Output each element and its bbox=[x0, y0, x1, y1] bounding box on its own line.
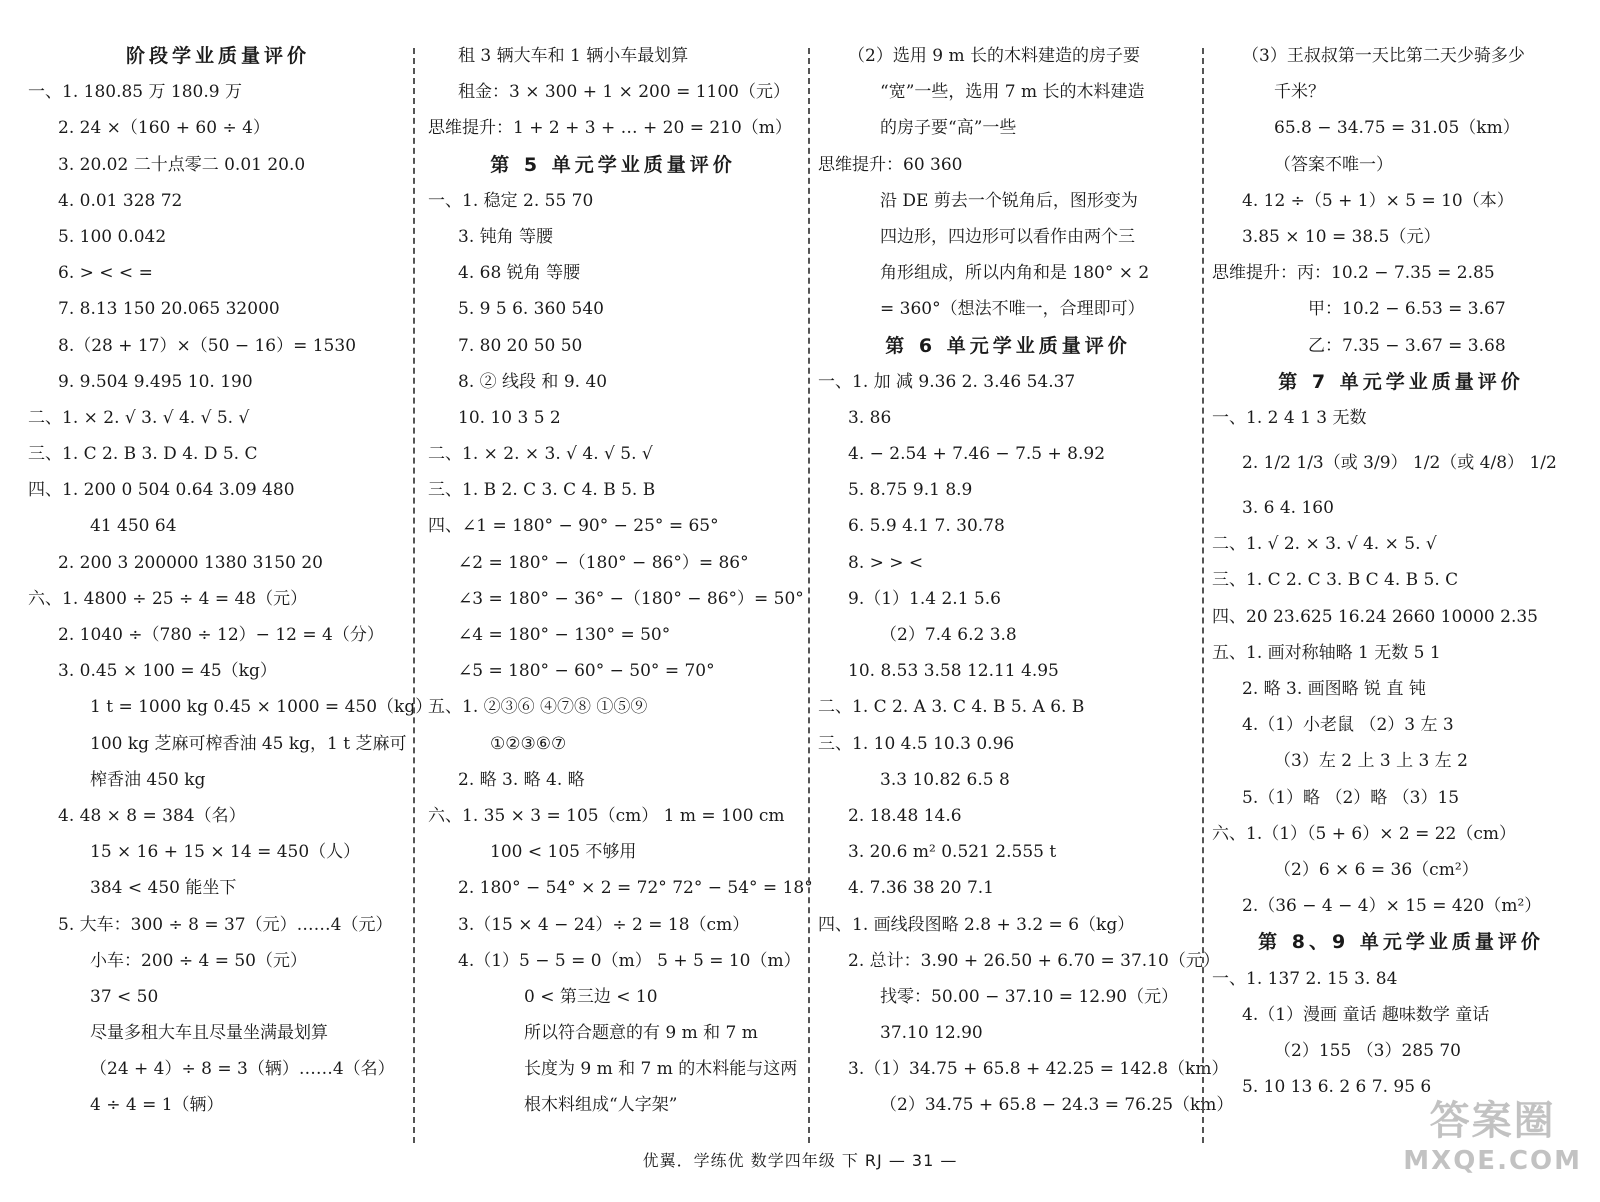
answer-line: 37.10 12.90 bbox=[880, 1023, 983, 1044]
answer-line: 5. 8.75 9.1 8.9 bbox=[848, 480, 973, 501]
answer-line: 四、1. 画线段图略 2.8 + 3.2 = 6（kg） bbox=[818, 914, 1135, 935]
answer-line: 找零：50.00 − 37.10 = 12.90（元） bbox=[880, 986, 1179, 1007]
answer-line: 41 450 64 bbox=[90, 516, 177, 537]
answer-line: 千米？ bbox=[1274, 82, 1325, 103]
answer-line: 思维提升：1 + 2 + 3 + … + 20 = 210（m） bbox=[428, 118, 792, 139]
answer-line: 六、1.（1）（5 + 6）× 2 = 22（cm） bbox=[1212, 823, 1517, 844]
answer-line: 六、1. 4800 ÷ 25 ÷ 4 = 48（元） bbox=[28, 588, 308, 609]
answer-line: 思维提升：60 360 bbox=[818, 154, 963, 175]
answer-line: 5. 大车：300 ÷ 8 = 37（元）……4（元） bbox=[58, 914, 393, 935]
answer-line: 租金：3 × 300 + 1 × 200 = 1100（元） bbox=[458, 82, 790, 103]
answer-line: 角形组成，所以内角和是 180° × 2 bbox=[880, 263, 1150, 284]
answer-line: （2）选用 9 m 长的木料建造的房子要 bbox=[848, 46, 1140, 66]
answer-line: 五、1. 画对称轴略 1 无数 5 1 bbox=[1212, 642, 1441, 663]
answer-line: ∠5 = 180° − 60° − 50° = 70° bbox=[458, 661, 715, 682]
answer-line: 4 ÷ 4 = 1（辆） bbox=[90, 1095, 224, 1116]
answer-line: 3. 钝角 等腰 bbox=[458, 226, 554, 247]
answer-line: ∠3 = 180° − 36° −（180° − 86°）= 50° bbox=[458, 588, 804, 609]
section-title: 第 7 单元学业质量评价 bbox=[1278, 370, 1524, 393]
answer-line: 榨香油 450 kg bbox=[90, 769, 206, 790]
answer-line: 所以符合题意的有 9 m 和 7 m bbox=[524, 1023, 758, 1044]
watermark-url: MXQE.COM bbox=[1403, 1146, 1582, 1176]
answer-line: 二、1. × 2. × 3. √ 4. √ 5. √ bbox=[428, 444, 653, 465]
answer-line: 4.（1）漫画 童话 趣味数学 童话 bbox=[1242, 1004, 1490, 1025]
answer-line: 384 < 450 能坐下 bbox=[90, 878, 237, 899]
answer-line: 7. 80 20 50 50 bbox=[458, 335, 583, 356]
answer-line: 4.（1）5 − 5 = 0（m） 5 + 5 = 10（m） bbox=[458, 950, 801, 971]
answer-line: 4.（1）小老鼠 （2）3 左 3 bbox=[1242, 715, 1454, 736]
section-title: 第 8、9 单元学业质量评价 bbox=[1258, 931, 1544, 954]
answer-line: 4. 68 锐角 等腰 bbox=[458, 263, 581, 284]
page-footer: 优翼．学练优 数学四年级 下 RJ — 31 — bbox=[642, 1151, 958, 1170]
answer-line: ∠4 = 180° − 130° = 50° bbox=[458, 625, 671, 645]
answer-line: 的房子要“高”一些 bbox=[880, 118, 1017, 139]
answer-line: 2. 200 3 200000 1380 3150 20 bbox=[58, 552, 323, 573]
answer-line: 100 < 105 不够用 bbox=[490, 842, 637, 863]
answer-line: 3. 20.02 二十点零二 0.01 20.0 bbox=[58, 154, 306, 175]
answer-line: 三、1. 10 4.5 10.3 0.96 bbox=[818, 733, 1015, 754]
answer-line: 一、1. 180.85 万 180.9 万 bbox=[28, 82, 242, 103]
answer-line: “宽”一些，选用 7 m 长的木料建造 bbox=[880, 82, 1145, 103]
section-title: 第 6 单元学业质量评价 bbox=[885, 334, 1131, 357]
column-1 bbox=[28, 38, 433, 1138]
answer-line: 二、1. √ 2. × 3. √ 4. × 5. √ bbox=[1212, 534, 1437, 555]
answer-line: （答案不唯一） bbox=[1274, 154, 1393, 175]
answer-line: 沿 DE 剪去一个锐角后，图形变为 bbox=[880, 190, 1138, 211]
answer-line: 8. ② 线段 和 9. 40 bbox=[458, 371, 608, 392]
answer-line: 长度为 9 m 和 7 m 的木料能与这两 bbox=[524, 1059, 798, 1080]
answer-line: ∠2 = 180° −（180° − 86°）= 86° bbox=[458, 552, 749, 573]
answer-line: 7. 8.13 150 20.065 32000 bbox=[58, 299, 280, 320]
answer-line: 二、1. C 2. A 3. C 4. B 5. A 6. B bbox=[818, 697, 1085, 718]
answer-line: 9. 9.504 9.495 10. 190 bbox=[58, 371, 253, 392]
watermark-logo bbox=[1403, 1089, 1582, 1176]
answer-line: 甲：10.2 − 6.53 = 3.67 bbox=[1308, 299, 1506, 320]
answer-line: 8. > > < bbox=[848, 552, 924, 573]
answer-line: 3.（1）34.75 + 65.8 + 42.25 = 142.8（km） bbox=[848, 1059, 1229, 1080]
column-divider bbox=[808, 48, 810, 1143]
answer-line: 3. 0.45 × 100 = 45（kg） bbox=[58, 661, 277, 682]
answer-line: 一、1. 加 减 9.36 2. 3.46 54.37 bbox=[818, 371, 1076, 392]
answer-line: 37 < 50 bbox=[90, 986, 159, 1007]
answer-line: 乙：7.35 − 3.67 = 3.68 bbox=[1308, 335, 1506, 356]
answer-line: 思维提升：丙：10.2 − 7.35 = 2.85 bbox=[1212, 263, 1495, 284]
answer-line: 2. 24 ×（160 + 60 ÷ 4） bbox=[58, 118, 270, 139]
answer-line: （2）6 × 6 = 36（cm²） bbox=[1274, 859, 1479, 880]
answer-line: （2）7.4 6.2 3.8 bbox=[880, 625, 1017, 645]
answer-line: 3. 6 4. 160 bbox=[1242, 498, 1334, 519]
section-title: 阶段学业质量评价 bbox=[125, 45, 310, 67]
answer-line: 2. 18.48 14.6 bbox=[848, 805, 962, 826]
answer-line: 5. 10 13 6. 2 6 7. 95 6 bbox=[1242, 1077, 1432, 1098]
answer-line: 三、1. B 2. C 3. C 4. B 5. B bbox=[428, 480, 656, 501]
answer-line: 2. 略 3. 画图略 锐 直 钝 bbox=[1242, 679, 1426, 699]
answer-line: 9.（1）1.4 2.1 5.6 bbox=[848, 588, 1001, 609]
answer-line: 3. 20.6 m² 0.521 2.555 t bbox=[848, 842, 1057, 863]
watermark-title: 答案圈 bbox=[1429, 1098, 1556, 1144]
answer-line: 四边形，四边形可以看作由两个三 bbox=[880, 226, 1135, 247]
answer-line: 4. 48 × 8 = 384（名） bbox=[58, 805, 246, 826]
answer-line: 四、∠1 = 180° − 90° − 25° = 65° bbox=[428, 516, 719, 537]
answer-line: 三、1. C 2. C 3. B C 4. B 5. C bbox=[1212, 570, 1459, 591]
answer-line: 4. 7.36 38 20 7.1 bbox=[848, 878, 994, 899]
answer-line: 一、1. 2 4 1 3 无数 bbox=[1212, 407, 1367, 428]
section-title: 第 5 单元学业质量评价 bbox=[490, 153, 736, 176]
answer-line: 3.85 × 10 = 38.5（元） bbox=[1242, 226, 1441, 247]
answer-line: 2. 180° − 54° × 2 = 72° 72° − 54° = 18° bbox=[458, 878, 813, 899]
column-divider bbox=[413, 48, 415, 1143]
answer-line: 65.8 − 34.75 = 31.05（km） bbox=[1274, 118, 1520, 139]
answer-line: 15 × 16 + 15 × 14 = 450（人） bbox=[90, 842, 361, 863]
answer-line: 2. 总计：3.90 + 26.50 + 6.70 = 37.10（元） bbox=[848, 950, 1220, 971]
answer-line: = 360°（想法不唯一，合理即可） bbox=[880, 299, 1145, 320]
answer-line: 租 3 辆大车和 1 辆小车最划算 bbox=[458, 46, 689, 66]
answer-line: 五、1. ②③⑥ ④⑦⑧ ①⑤⑨ bbox=[428, 697, 648, 718]
answer-line: 5.（1）略 （2）略 （3）15 bbox=[1242, 787, 1460, 808]
answer-line: 1 t = 1000 kg 0.45 × 1000 = 450（kg） bbox=[90, 697, 433, 718]
answer-line: 3. 86 bbox=[848, 407, 892, 428]
answer-line: 10. 8.53 3.58 12.11 4.95 bbox=[848, 661, 1059, 682]
answer-line: 尽量多租大车且尽量坐满最划算 bbox=[90, 1023, 328, 1044]
column-3 bbox=[818, 38, 1234, 1138]
answer-line: （3）王叔叔第一天比第二天少骑多少 bbox=[1242, 46, 1525, 66]
answer-line: 10. 10 3 5 2 bbox=[458, 407, 561, 428]
answer-line: 4. 0.01 328 72 bbox=[58, 190, 183, 211]
answer-line: 2. 1/2 1/3（或 3/9） 1/2（或 4/8） 1/2 bbox=[1242, 453, 1557, 474]
answer-line: 6. 5.9 4.1 7. 30.78 bbox=[848, 516, 1005, 537]
answer-line: 100 kg 芝麻可榨香油 45 kg，1 t 芝麻可 bbox=[90, 733, 407, 754]
answer-line: （3）左 2 上 3 上 3 左 2 bbox=[1274, 751, 1468, 772]
answer-line: 四、20 23.625 16.24 2660 10000 2.35 bbox=[1212, 606, 1538, 627]
answer-line: 2.（36 − 4 − 4）× 15 = 420（m²） bbox=[1242, 896, 1542, 917]
answer-line: 三、1. C 2. B 3. D 4. D 5. C bbox=[28, 444, 258, 465]
answer-line: 根木料组成“人字架” bbox=[524, 1095, 678, 1116]
answer-line: 5. 100 0.042 bbox=[58, 226, 167, 247]
answer-line: 小车：200 ÷ 4 = 50（元） bbox=[90, 950, 307, 971]
answer-line: 2. 略 3. 略 4. 略 bbox=[458, 769, 585, 790]
answer-line: 6. > < < = bbox=[58, 263, 153, 284]
answer-line: 四、1. 200 0 504 0.64 3.09 480 bbox=[28, 480, 295, 501]
answer-line: 一、1. 稳定 2. 55 70 bbox=[428, 190, 594, 211]
answer-line: 一、1. 137 2. 15 3. 84 bbox=[1212, 968, 1398, 989]
answer-line: 4. − 2.54 + 7.46 − 7.5 + 8.92 bbox=[848, 444, 1106, 465]
answer-line: 2. 1040 ÷（780 ÷ 12）− 12 = 4（分） bbox=[58, 625, 384, 645]
column-2 bbox=[428, 38, 813, 1138]
answer-line: 二、1. × 2. √ 3. √ 4. √ 5. √ bbox=[28, 407, 250, 428]
column-4 bbox=[1212, 38, 1590, 1138]
column-divider bbox=[1202, 48, 1204, 1143]
answer-line: 0 < 第三边 < 10 bbox=[524, 986, 658, 1007]
answer-line: 8.（28 + 17）×（50 − 16）= 1530 bbox=[58, 335, 357, 356]
answer-line: 5. 9 5 6. 360 540 bbox=[458, 299, 604, 320]
answer-line: 六、1. 35 × 3 = 105（cm） 1 m = 100 cm bbox=[428, 805, 785, 826]
answer-line: （2）34.75 + 65.8 − 24.3 = 76.25（km） bbox=[880, 1095, 1234, 1116]
answer-line: （2）155 （3）285 70 bbox=[1274, 1040, 1461, 1061]
answer-line: （24 + 4）÷ 8 = 3（辆）……4（名） bbox=[90, 1059, 395, 1080]
answer-line: 3.3 10.82 6.5 8 bbox=[880, 769, 1010, 790]
answer-line: 3.（15 × 4 − 24）÷ 2 = 18（cm） bbox=[458, 914, 750, 935]
answer-line: 4. 12 ÷（5 + 1）× 5 = 10（本） bbox=[1242, 190, 1514, 211]
answer-line: ①②③⑥⑦ bbox=[490, 733, 567, 754]
